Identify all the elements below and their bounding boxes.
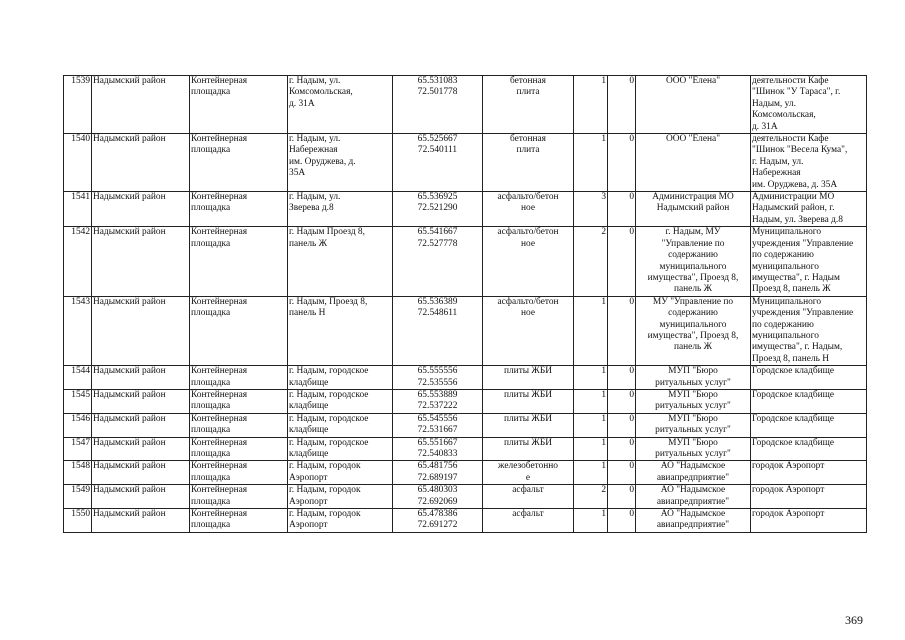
waste-source-cell: Городское кладбище — [751, 413, 867, 437]
coordinates-cell: 65.551667 72.540833 — [393, 437, 483, 461]
coordinates-cell: 65.545556 72.531667 — [393, 413, 483, 437]
container-volume-cell: 0 — [608, 413, 636, 437]
table-row — [64, 461, 867, 485]
surface-cell: плиты ЖБИ — [483, 366, 574, 390]
district-cell: Надымский район — [92, 227, 190, 296]
row-id: 1550 — [64, 509, 92, 533]
waste-source-cell: Муниципального учреждения "Управление по содержанию муниципального имущества", г. Надым, Проезд 8, панель Н — [751, 296, 867, 365]
surface-cell: асфальто/бетон ное — [483, 296, 574, 365]
container-count-cell: 1 — [574, 461, 608, 485]
address-cell: г. Надым, городок Аэропорт — [288, 485, 393, 509]
coordinates-cell: 65.541667 72.527778 — [393, 227, 483, 296]
container-count-cell: 2 — [574, 227, 608, 296]
container-count-cell: 1 — [574, 296, 608, 365]
owner-cell: г. Надым, МУ "Управление по содержанию муниципального имущества", Проезд 8, панель Ж — [636, 227, 751, 296]
address-cell: г. Надым, ул. Комсомольская, д. 31А — [288, 76, 393, 134]
address-cell: г. Надым, ул. Зверева д.8 — [288, 192, 393, 227]
district-cell: Надымский район — [92, 192, 190, 227]
waste-source-cell: Городское кладбище — [751, 389, 867, 413]
row-id: 1549 — [64, 485, 92, 509]
address-cell: г. Надым, городское кладбище — [288, 389, 393, 413]
container-volume-cell: 0 — [608, 296, 636, 365]
container-volume-cell: 0 — [608, 389, 636, 413]
owner-cell: МУП "Бюро ритуальных услуг" — [636, 413, 751, 437]
waste-source-cell: городок Аэропорт — [751, 461, 867, 485]
address-cell: г. Надым, городок Аэропорт — [288, 461, 393, 485]
surface-cell: асфальто/бетон ное — [483, 227, 574, 296]
surface-cell: плиты ЖБИ — [483, 413, 574, 437]
waste-source-cell: Городское кладбище — [751, 366, 867, 390]
waste-source-cell: Муниципального учреждения "Управление по содержанию муниципального имущества", г. Надым Проезд 8, панель Ж — [751, 227, 867, 296]
row-id: 1542 — [64, 227, 92, 296]
owner-cell: МУП "Бюро ритуальных услуг" — [636, 389, 751, 413]
table-row — [64, 134, 867, 192]
waste-source-cell: городок Аэропорт — [751, 485, 867, 509]
table-row — [64, 485, 867, 509]
district-cell: Надымский район — [92, 134, 190, 192]
page-number: 369 — [845, 613, 863, 627]
table-row — [64, 366, 867, 390]
site-type-cell: Контейнерная площадка — [190, 76, 288, 134]
address-cell: г. Надым, городское кладбище — [288, 366, 393, 390]
container-volume-cell: 0 — [608, 509, 636, 533]
owner-cell: МУ "Управление по содержанию муниципального имущества", Проезд 8, панель Ж — [636, 296, 751, 365]
container-volume-cell: 0 — [608, 461, 636, 485]
row-id: 1539 — [64, 76, 92, 134]
container-volume-cell: 0 — [608, 366, 636, 390]
address-cell: г. Надым, Проезд 8, панель Н — [288, 296, 393, 365]
waste-source-cell: Администрации МО Надымский район, г. Надым, ул. Зверева д.8 — [751, 192, 867, 227]
table-row — [64, 437, 867, 461]
table-row — [64, 76, 867, 134]
container-count-cell: 1 — [574, 134, 608, 192]
container-count-cell: 1 — [574, 413, 608, 437]
container-count-cell: 1 — [574, 509, 608, 533]
row-id: 1541 — [64, 192, 92, 227]
container-count-cell: 1 — [574, 437, 608, 461]
coordinates-cell: 65.536389 72.548611 — [393, 296, 483, 365]
district-cell: Надымский район — [92, 413, 190, 437]
surface-cell: бетонная плита — [483, 76, 574, 134]
site-type-cell: Контейнерная площадка — [190, 461, 288, 485]
coordinates-cell: 65.478386 72.691272 — [393, 509, 483, 533]
table-row — [64, 296, 867, 365]
surface-cell: асфальто/бетон ное — [483, 192, 574, 227]
district-cell: Надымский район — [92, 76, 190, 134]
table-row — [64, 227, 867, 296]
site-type-cell: Контейнерная площадка — [190, 296, 288, 365]
district-cell: Надымский район — [92, 366, 190, 390]
container-volume-cell: 0 — [608, 227, 636, 296]
owner-cell: МУП "Бюро ритуальных услуг" — [636, 366, 751, 390]
surface-cell: асфальт — [483, 485, 574, 509]
district-cell: Надымский район — [92, 437, 190, 461]
site-type-cell: Контейнерная площадка — [190, 227, 288, 296]
district-cell: Надымский район — [92, 461, 190, 485]
table-row — [64, 509, 867, 533]
registry-table-body — [64, 76, 867, 533]
owner-cell: ООО "Елена" — [636, 134, 751, 192]
container-count-cell: 1 — [574, 76, 608, 134]
address-cell: г. Надым, городское кладбище — [288, 413, 393, 437]
waste-source-cell: городок Аэропорт — [751, 509, 867, 533]
table-row — [64, 192, 867, 227]
owner-cell: ООО "Елена" — [636, 76, 751, 134]
surface-cell: асфальт — [483, 509, 574, 533]
coordinates-cell: 65.553889 72.537222 — [393, 389, 483, 413]
container-volume-cell: 0 — [608, 485, 636, 509]
site-type-cell: Контейнерная площадка — [190, 413, 288, 437]
surface-cell: плиты ЖБИ — [483, 437, 574, 461]
district-cell: Надымский район — [92, 389, 190, 413]
district-cell: Надымский район — [92, 485, 190, 509]
row-id: 1544 — [64, 366, 92, 390]
owner-cell: МУП "Бюро ритуальных услуг" — [636, 437, 751, 461]
site-type-cell: Контейнерная площадка — [190, 192, 288, 227]
site-type-cell: Контейнерная площадка — [190, 485, 288, 509]
coordinates-cell: 65.531083 72.501778 — [393, 76, 483, 134]
surface-cell: плиты ЖБИ — [483, 389, 574, 413]
row-id: 1547 — [64, 437, 92, 461]
coordinates-cell: 65.536925 72.521290 — [393, 192, 483, 227]
table-row — [64, 389, 867, 413]
owner-cell: АО "Надымское авиапредприятие" — [636, 485, 751, 509]
site-type-cell: Контейнерная площадка — [190, 437, 288, 461]
surface-cell: железобетонно е — [483, 461, 574, 485]
row-id: 1546 — [64, 413, 92, 437]
container-count-cell: 1 — [574, 366, 608, 390]
site-type-cell: Контейнерная площадка — [190, 134, 288, 192]
site-type-cell: Контейнерная площадка — [190, 389, 288, 413]
site-type-cell: Контейнерная площадка — [190, 366, 288, 390]
row-id: 1543 — [64, 296, 92, 365]
address-cell: г. Надым Проезд 8, панель Ж — [288, 227, 393, 296]
address-cell: г. Надым, городок Аэропорт — [288, 509, 393, 533]
registry-table — [63, 75, 867, 533]
coordinates-cell: 65.481756 72.689197 — [393, 461, 483, 485]
row-id: 1540 — [64, 134, 92, 192]
owner-cell: АО "Надымское авиапредприятие" — [636, 509, 751, 533]
address-cell: г. Надым, городское кладбище — [288, 437, 393, 461]
waste-source-cell: Городское кладбище — [751, 437, 867, 461]
district-cell: Надымский район — [92, 296, 190, 365]
row-id: 1545 — [64, 389, 92, 413]
waste-source-cell: деятельности Кафе "Шинок "У Тараса", г. Надым, ул. Комсомольская, д. 31А — [751, 76, 867, 134]
address-cell: г. Надым, ул. Набережная им. Оруджева, д. 35А — [288, 134, 393, 192]
container-count-cell: 3 — [574, 192, 608, 227]
owner-cell: АО "Надымское авиапредприятие" — [636, 461, 751, 485]
container-count-cell: 1 — [574, 389, 608, 413]
site-type-cell: Контейнерная площадка — [190, 509, 288, 533]
container-volume-cell: 0 — [608, 192, 636, 227]
surface-cell: бетонная плита — [483, 134, 574, 192]
container-volume-cell: 0 — [608, 437, 636, 461]
district-cell: Надымский район — [92, 509, 190, 533]
container-count-cell: 2 — [574, 485, 608, 509]
container-volume-cell: 0 — [608, 76, 636, 134]
coordinates-cell: 65.480303 72.692069 — [393, 485, 483, 509]
coordinates-cell: 65.525667 72.540111 — [393, 134, 483, 192]
row-id: 1548 — [64, 461, 92, 485]
waste-source-cell: деятельности Кафе "Шинок "Весела Кума", г. Надым, ул. Набережная им. Оруджева, д. 35А — [751, 134, 867, 192]
table-row — [64, 413, 867, 437]
container-volume-cell: 0 — [608, 134, 636, 192]
coordinates-cell: 65.555556 72.535556 — [393, 366, 483, 390]
owner-cell: Администрация МО Надымский район — [636, 192, 751, 227]
